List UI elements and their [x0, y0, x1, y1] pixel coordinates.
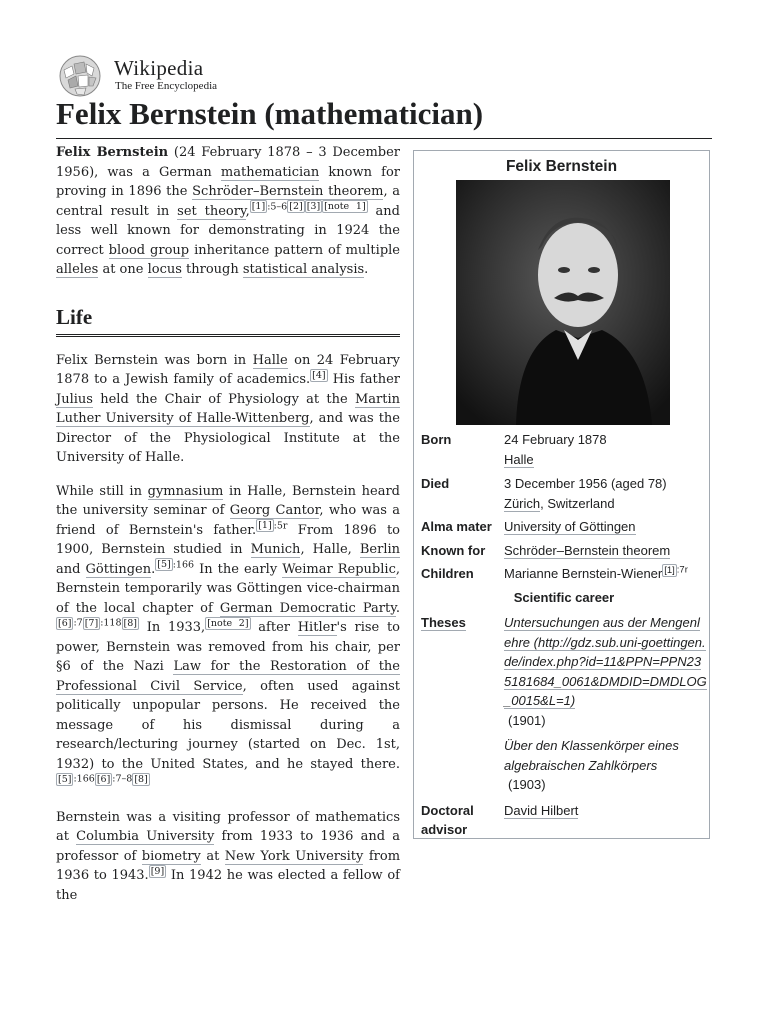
link-hitler[interactable]: Hitler	[297, 620, 337, 635]
citation-1-5r[interactable]: [1] :5r	[258, 520, 288, 532]
link-set-theory[interactable]: set theory	[177, 203, 246, 219]
citation-7[interactable]: [7] :118	[84, 617, 122, 629]
link-berlin[interactable]: Berlin	[359, 542, 401, 557]
link-locus[interactable]: locus	[147, 262, 182, 277]
article-body	[56, 143, 400, 919]
infobox	[413, 150, 710, 839]
section-heading-life: Life	[56, 304, 400, 337]
link-university-of-gottingen[interactable]: University of Göttingen	[504, 519, 636, 534]
wikipedia-tagline: The Free Encyclopedia	[115, 80, 218, 92]
life-paragraph-3: Bernstein was a visiting professor of mathematics at Columbia University from 1933 to 1936 and a professor of biometry at New York University from 1936 to 1943. [9] In 1942 he was elected a fellow of the	[56, 809, 401, 903]
link-statistical-analysis[interactable]: statistical analysis	[242, 262, 365, 277]
link-alleles[interactable]: alleles	[56, 262, 99, 277]
link-columbia-university[interactable]: Columbia University	[76, 829, 215, 844]
note-2[interactable]: [note 2]	[207, 617, 249, 629]
citation-8[interactable]: [8]	[123, 617, 137, 629]
link-munich[interactable]: Munich	[250, 542, 301, 557]
link-schroder-bernstein-theorem[interactable]: Schröder–Bernstein theorem	[192, 184, 384, 199]
link-german-democratic-party[interactable]: German Democratic Party	[219, 600, 396, 616]
life-paragraph-2: While still in gymnasium in Halle, Bernstein heard the university seminar of Georg Cantor, who was a friend of Bernstein's father. $^{[1] :5r}$ From 1896 to 1900, Bernstein studied in Munich, Halle, Berlin and Göttingen. $^{[5] :166}$ In the early Weimar Republic, Bernstein temporarily was Göttingen vice-chairman of the local chapter of German Democratic Party.$^{[6] :7}$ $^{[7] :118}$ [8] In 1933, [note 2] after Hitler's rise to power, Bernstein was removed from his chair, per §6 of the Nazi Law for the Restoration of the Professional Civil Service, often used against politically unpopular persons. He received the message of his dismissal during a research/lecturing journey (started on Dec. 1st, 1932) to the United States, and he stayed there.$^{[5] :166}$ $^{[6] :7-8}$ [8]	[56, 483, 401, 785]
link-known-for-theorem[interactable]: Schröder–Bernstein theorem	[504, 542, 671, 558]
infobox-row-born: Born 24 February 1878 Halle	[421, 432, 607, 467]
link-julius[interactable]: Julius	[56, 391, 93, 407]
link-new-york-university[interactable]: New York University	[224, 848, 364, 864]
citation-2[interactable]: [2]	[289, 201, 303, 213]
infobox-row-children: Children Marianne Bernstein-Wiener $^{[1] :7r}$	[421, 564, 688, 581]
citation-5[interactable]: [5] :166	[157, 559, 195, 571]
link-biometry[interactable]: biometry	[141, 848, 201, 864]
link-halle[interactable]: Halle	[252, 352, 288, 368]
infobox-row-doctoral-advisor: Doctoral advisor David Hilbert	[421, 802, 579, 837]
infobox-row-known-for: Known for Schröder–Bernstein theorem	[421, 542, 671, 558]
citation-children[interactable]: [1] :7r	[664, 564, 688, 576]
citation-3[interactable]: [3]	[306, 201, 321, 213]
link-david-hilbert[interactable]: David Hilbert	[504, 802, 579, 818]
citation-1[interactable]: [1] :5–6	[251, 201, 288, 213]
link-civil-service-law[interactable]: Law for the Restoration of the Professional Civil Service	[56, 659, 400, 694]
note-1[interactable]: [note 1]	[324, 201, 366, 213]
citation-4[interactable]: [4]	[312, 369, 326, 381]
infobox-subheading-scientific-career: Scientific career	[513, 589, 615, 605]
citation-5b[interactable]: [5] :166	[58, 773, 95, 785]
wikipedia-wordmark: Wikipedia	[114, 56, 204, 80]
life-paragraph-1: Felix Bernstein was born in Halle on 24 February 1878 to a Jewish family of academics. [4] His father Julius held the Chair of Physiology at the Martin Luther University of Halle-Wittenberg, and was the Director of the Physiological Institute at the University of Halle.	[56, 352, 400, 465]
link-died-place[interactable]: Zürich	[504, 495, 541, 511]
link-martin-luther-university[interactable]: Martin Luther University of Halle-Wittenberg	[56, 391, 400, 426]
infobox-row-theses: Theses Untersuchungen aus der Mengenlehre (http://gdz.sub.uni-goettingen.de/index.php?id=11&PPN=PPN235181684_0061&DMDID=DMDLOG_0015&L=1) (1901) Über den Klassenkörper eines algebraischen Zahlkörpers (1903)	[421, 615, 707, 792]
citation-6b[interactable]: [6] :7–8	[96, 773, 133, 785]
link-born-place[interactable]: Halle	[504, 451, 534, 467]
link-thesis-1[interactable]: Untersuchungen aus der Mengenlehre (http://gdz.sub.uni-goettingen.de/index.php?id=11&PPN=PPN235181684_0061&DMDID=DMDLOG_0015&L=1)	[504, 615, 707, 708]
page-title: Felix Bernstein (mathematician)	[56, 92, 712, 139]
link-blood-group[interactable]: blood group	[108, 242, 190, 258]
link-gottingen[interactable]: Göttingen	[85, 561, 152, 577]
link-gymnasium[interactable]: gymnasium	[147, 483, 224, 499]
link-georg-cantor[interactable]: Georg Cantor	[229, 503, 320, 518]
infobox-row-died: Died 3 December 1956 (aged 78) Zürich, Switzerland	[421, 476, 667, 511]
citation-9[interactable]: [9]	[150, 865, 165, 877]
portrait-photo[interactable]	[456, 180, 670, 425]
infobox-rows	[421, 430, 707, 844]
infobox-row-alma-mater: Alma mater University of Göttingen	[421, 519, 636, 534]
subject-name: Felix Bernstein	[56, 145, 169, 160]
intro-paragraph: Felix Bernstein (24 February 1878 – 3 December 1956), was a German mathematician known for proving in 1896 the Schröder–Bernstein theorem, a central result in set theory, $^{[1] :5-6}$ [2] [3] [note 1] and less well known for demonstrating in 1924 the correct blood group inheritance pattern of multiple alleles at one locus through statistical analysis.	[56, 145, 401, 277]
infobox-title: Felix Bernstein	[505, 158, 618, 175]
thesis-2-title: Über den Klassenkörper eines algebraischen Zahlkörpers	[504, 738, 679, 773]
link-theses[interactable]: Theses	[421, 615, 466, 630]
citation-6[interactable]: [6] :7	[58, 617, 83, 629]
link-mathematician[interactable]: mathematician	[220, 164, 320, 180]
link-weimar-republic[interactable]: Weimar Republic	[282, 561, 396, 577]
citation-8b[interactable]: [8]	[134, 773, 148, 785]
